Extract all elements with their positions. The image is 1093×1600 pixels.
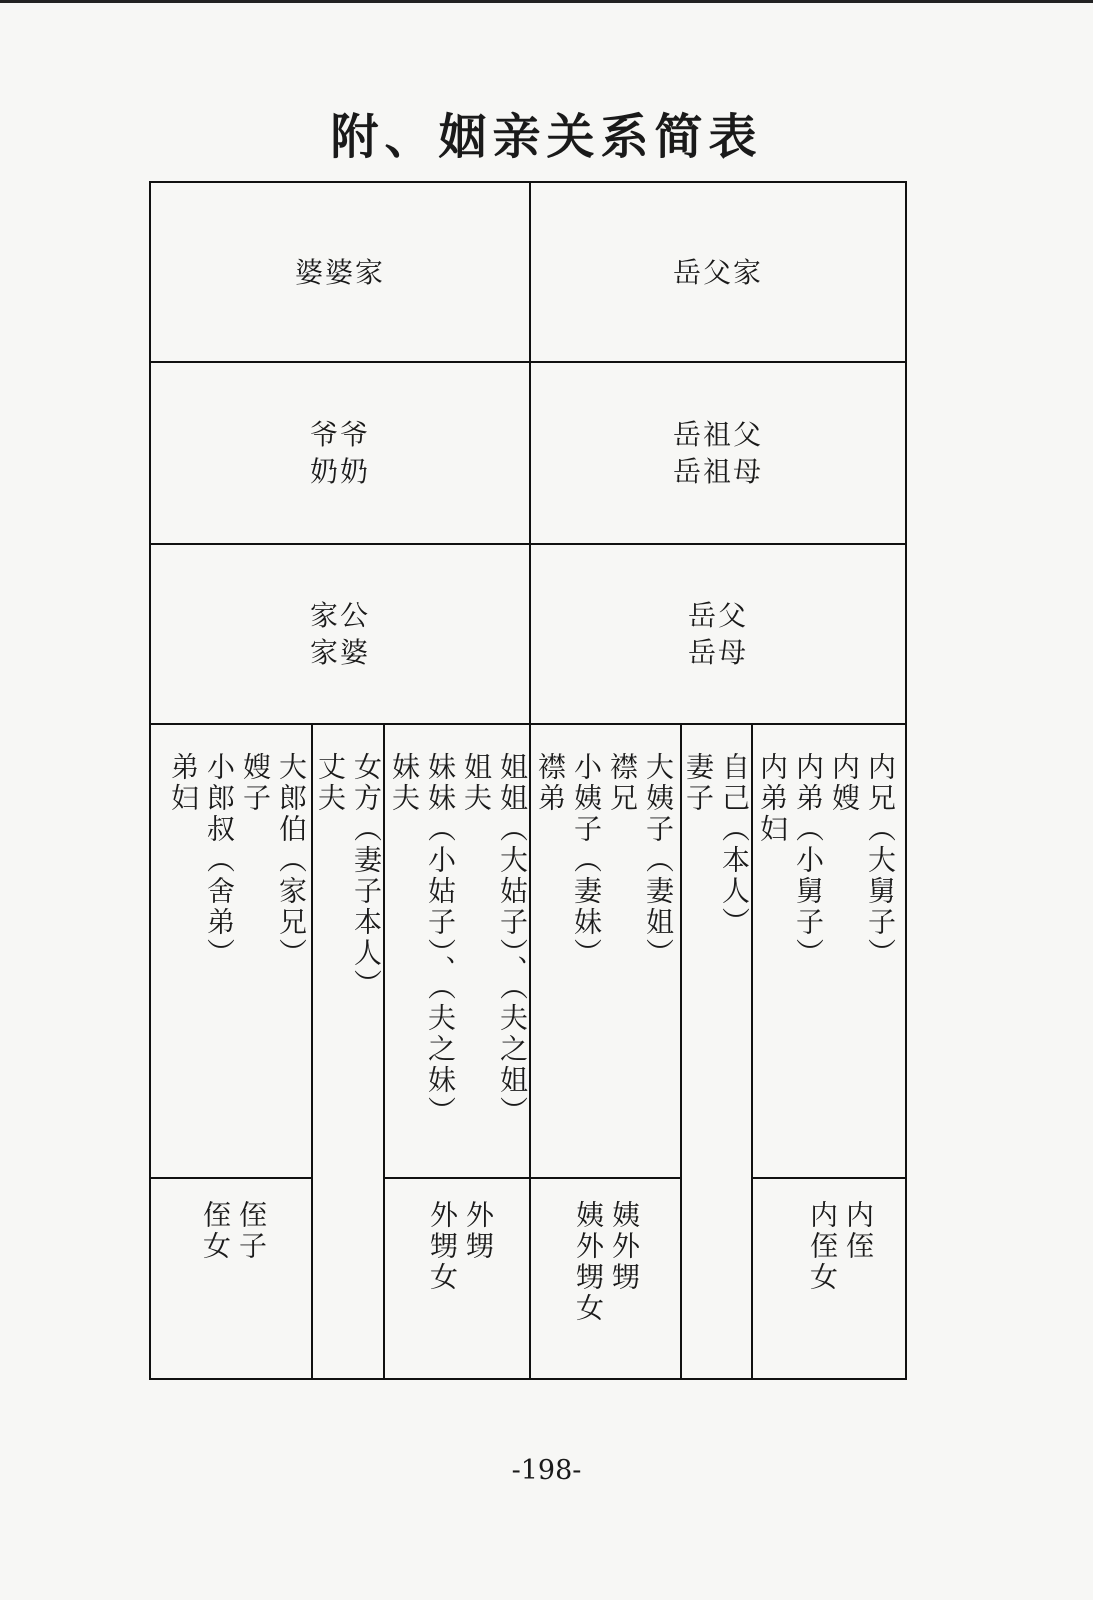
label-husband-family: 婆婆家 (294, 255, 385, 289)
wife-younger-sister: 小姨子（妻妹） (570, 752, 603, 969)
divider-col-a (311, 723, 313, 1380)
husband-younger-brother-wife: 弟妇 (167, 752, 200, 814)
husband-younger-sister: 妹妹（小姑子）、（夫之妹） (424, 752, 457, 1127)
label-grandfather: 爷爷 (309, 418, 370, 451)
husband-elder-brother: 大郎伯（家兄） (275, 752, 308, 969)
cell-wife-family (531, 183, 905, 361)
label-wife-grandmother: 岳祖母 (672, 455, 763, 488)
wife-younger-brother: 内弟（小舅子） (792, 752, 825, 969)
husband-younger-sister-husband: 妹夫 (388, 752, 421, 814)
wife-brother-son: 内侄 (842, 1200, 875, 1262)
label-wife-mother: 岳母 (687, 636, 748, 669)
niece: 侄女 (199, 1200, 232, 1262)
sister-son: 外甥 (462, 1200, 495, 1262)
wife-elder-brother: 内兄（大舅子） (864, 752, 897, 969)
divider-row3 (149, 723, 907, 725)
top-rule (0, 0, 1093, 3)
wife: 妻子 (682, 752, 715, 814)
divider-children-3 (752, 1177, 907, 1179)
wife-self: 女方（妻子本人） (350, 752, 383, 1000)
cell-husband-parents (151, 545, 529, 723)
husband-elder-sister-husband: 姐夫 (460, 752, 493, 814)
cell-wife-parents (531, 545, 905, 723)
cell-husband-grandparents (151, 363, 529, 543)
cell-husband-family (151, 183, 529, 361)
page-title: 附、姻亲关系简表 (330, 109, 763, 165)
wife-brother-daughter: 内侄女 (806, 1200, 839, 1293)
page-number: -198- (511, 1455, 582, 1486)
husband-younger-brother: 小郎叔（舍弟） (203, 752, 236, 969)
label-wife-family: 岳父家 (672, 255, 763, 289)
self: 自己（本人） (718, 752, 751, 938)
nephew: 侄子 (235, 1200, 268, 1262)
cell-wife-grandparents (531, 363, 905, 543)
label-wife-father: 岳父 (687, 599, 748, 632)
label-grandmother: 奶奶 (309, 455, 370, 488)
label-father-in-law: 家公 (309, 599, 370, 632)
divider-children-1 (149, 1177, 313, 1179)
husband-elder-brother-wife: 嫂子 (239, 752, 272, 814)
divider-col-c (680, 723, 682, 1380)
label-wife-grandfather: 岳祖父 (672, 418, 763, 451)
wife-elder-sister: 大姨子（妻姐） (642, 752, 675, 969)
wife-sister-daughter: 姨外甥女 (572, 1200, 605, 1324)
husband-self: 丈夫 (314, 752, 347, 814)
wife-younger-sister-husband: 襟弟 (534, 752, 567, 814)
wife-elder-brother-wife: 内嫂 (828, 752, 861, 814)
wife-elder-sister-husband: 襟兄 (606, 752, 639, 814)
label-mother-in-law: 家婆 (309, 636, 370, 669)
wife-younger-brother-wife: 内弟妇 (756, 752, 789, 845)
husband-elder-sister: 姐姐（大姑子）、（夫之姐） (496, 752, 529, 1127)
wife-sister-son: 姨外甥 (608, 1200, 641, 1293)
sister-daughter: 外甥女 (426, 1200, 459, 1293)
divider-children-2 (384, 1177, 682, 1179)
